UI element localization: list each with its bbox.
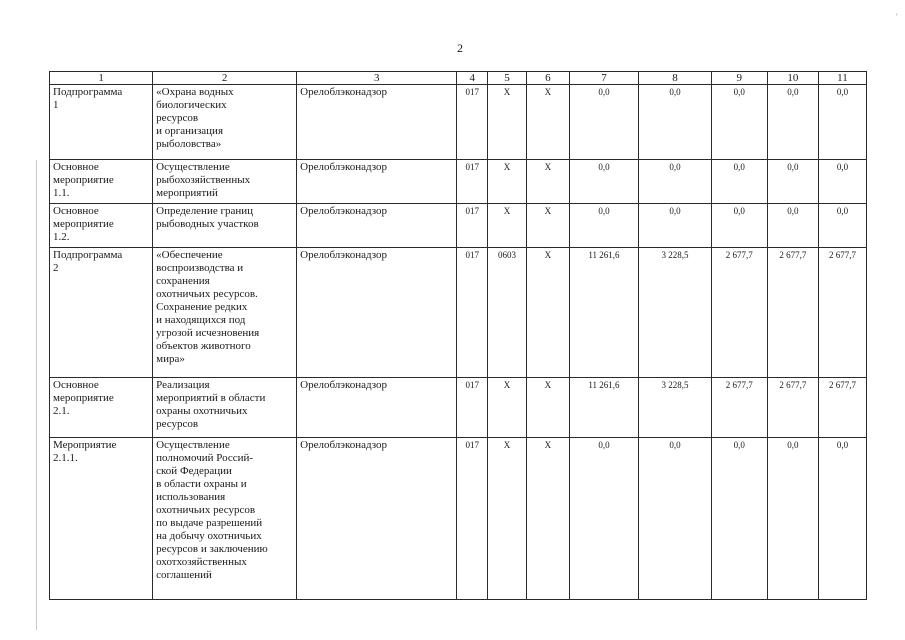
value-cell: 0,0 xyxy=(818,438,866,600)
value-cell: 2 677,7 xyxy=(767,248,818,378)
header-cell: 4 xyxy=(457,72,488,85)
table-row xyxy=(50,204,867,248)
csr-cell: X xyxy=(526,248,569,378)
csr-cell: X xyxy=(526,204,569,248)
value-cell: 3 228,5 xyxy=(639,378,712,438)
rzpr-cell: X xyxy=(488,378,527,438)
grbs-cell: 017 xyxy=(457,378,488,438)
value-cell: 11 261,6 xyxy=(569,248,638,378)
executor-cell: Орелоблэконадзор xyxy=(297,248,457,378)
header-cell: 5 xyxy=(488,72,527,85)
table-header-row xyxy=(50,72,867,85)
program-name-cell: «Обеспечение воспроизводства и сохранения охотничьих ресурсов. Сохранение редких и находящихся под угрозой исчезновения объектов животного мира» xyxy=(153,248,297,378)
grbs-cell: 017 xyxy=(457,248,488,378)
rzpr-cell: X xyxy=(488,160,527,204)
page-number: 2 xyxy=(457,41,463,55)
value-cell: 0,0 xyxy=(639,204,712,248)
rzpr-cell: X xyxy=(488,438,527,600)
value-cell: 0,0 xyxy=(818,160,866,204)
value-cell: 0,0 xyxy=(569,160,638,204)
program-name-cell: Осуществление полномочий Россий- ской Федерации в области охраны и использования охотничьих ресурсов по выдаче разрешений на добычу охотничьих ресурсов и заключению охотхозяйственных соглашений xyxy=(153,438,297,600)
value-cell: 2 677,7 xyxy=(818,248,866,378)
rzpr-cell: X xyxy=(488,85,527,160)
header-cell: 2 xyxy=(153,72,297,85)
status-cell: Подпрограмма 1 xyxy=(50,85,153,160)
value-cell: 0,0 xyxy=(767,438,818,600)
value-cell: 0,0 xyxy=(639,160,712,204)
value-cell: 0,0 xyxy=(711,204,767,248)
header-cell: 6 xyxy=(526,72,569,85)
value-cell: 0,0 xyxy=(767,85,818,160)
csr-cell: X xyxy=(526,378,569,438)
value-cell: 11 261,6 xyxy=(569,378,638,438)
grbs-cell: 017 xyxy=(457,438,488,600)
program-name-cell: «Охрана водных биологических ресурсов и организация рыболовства» xyxy=(153,85,297,160)
status-cell: Мероприятие 2.1.1. xyxy=(50,438,153,600)
status-cell: Подпрограмма 2 xyxy=(50,248,153,378)
value-cell: 0,0 xyxy=(639,438,712,600)
csr-cell: X xyxy=(526,85,569,160)
value-cell: 2 677,7 xyxy=(711,248,767,378)
executor-cell: Орелоблэконадзор xyxy=(297,378,457,438)
value-cell: 0,0 xyxy=(569,204,638,248)
grbs-cell: 017 xyxy=(457,85,488,160)
scan-margin-line xyxy=(36,160,37,630)
executor-cell: Орелоблэконадзор xyxy=(297,204,457,248)
status-cell: Основное мероприятие 1.2. xyxy=(50,204,153,248)
table-row xyxy=(50,438,867,600)
value-cell: 0,0 xyxy=(569,85,638,160)
csr-cell: X xyxy=(526,438,569,600)
status-cell: Основное мероприятие 1.1. xyxy=(50,160,153,204)
value-cell: 2 677,7 xyxy=(818,378,866,438)
header-cell: 7 xyxy=(569,72,638,85)
program-name-cell: Осуществление рыбохозяйственных мероприятий xyxy=(153,160,297,204)
value-cell: 0,0 xyxy=(569,438,638,600)
executor-cell: Орелоблэконадзор xyxy=(297,85,457,160)
table-row xyxy=(50,160,867,204)
table-row xyxy=(50,85,867,160)
header-cell: 1 xyxy=(50,72,153,85)
header-cell: 11 xyxy=(818,72,866,85)
value-cell: 0,0 xyxy=(818,204,866,248)
grbs-cell: 017 xyxy=(457,160,488,204)
value-cell: 0,0 xyxy=(767,204,818,248)
header-cell: 10 xyxy=(767,72,818,85)
header-cell: 9 xyxy=(711,72,767,85)
program-name-cell: Определение границ рыбоводных участков xyxy=(153,204,297,248)
value-cell: 2 677,7 xyxy=(767,378,818,438)
value-cell: 0,0 xyxy=(767,160,818,204)
csr-cell: X xyxy=(526,160,569,204)
value-cell: 0,0 xyxy=(711,85,767,160)
header-cell: 3 xyxy=(297,72,457,85)
rzpr-cell: 0603 xyxy=(488,248,527,378)
program-funding-table xyxy=(49,71,867,600)
executor-cell: Орелоблэконадзор xyxy=(297,160,457,204)
executor-cell: Орелоблэконадзор xyxy=(297,438,457,600)
scan-corner-mark: ' xyxy=(896,12,898,22)
table-row xyxy=(50,378,867,438)
value-cell: 2 677,7 xyxy=(711,378,767,438)
value-cell: 0,0 xyxy=(711,160,767,204)
grbs-cell: 017 xyxy=(457,204,488,248)
header-cell: 8 xyxy=(639,72,712,85)
value-cell: 3 228,5 xyxy=(639,248,712,378)
value-cell: 0,0 xyxy=(639,85,712,160)
value-cell: 0,0 xyxy=(818,85,866,160)
value-cell: 0,0 xyxy=(711,438,767,600)
rzpr-cell: X xyxy=(488,204,527,248)
program-name-cell: Реализация мероприятий в области охраны охотничьих ресурсов xyxy=(153,378,297,438)
status-cell: Основное мероприятие 2.1. xyxy=(50,378,153,438)
table-row xyxy=(50,248,867,378)
